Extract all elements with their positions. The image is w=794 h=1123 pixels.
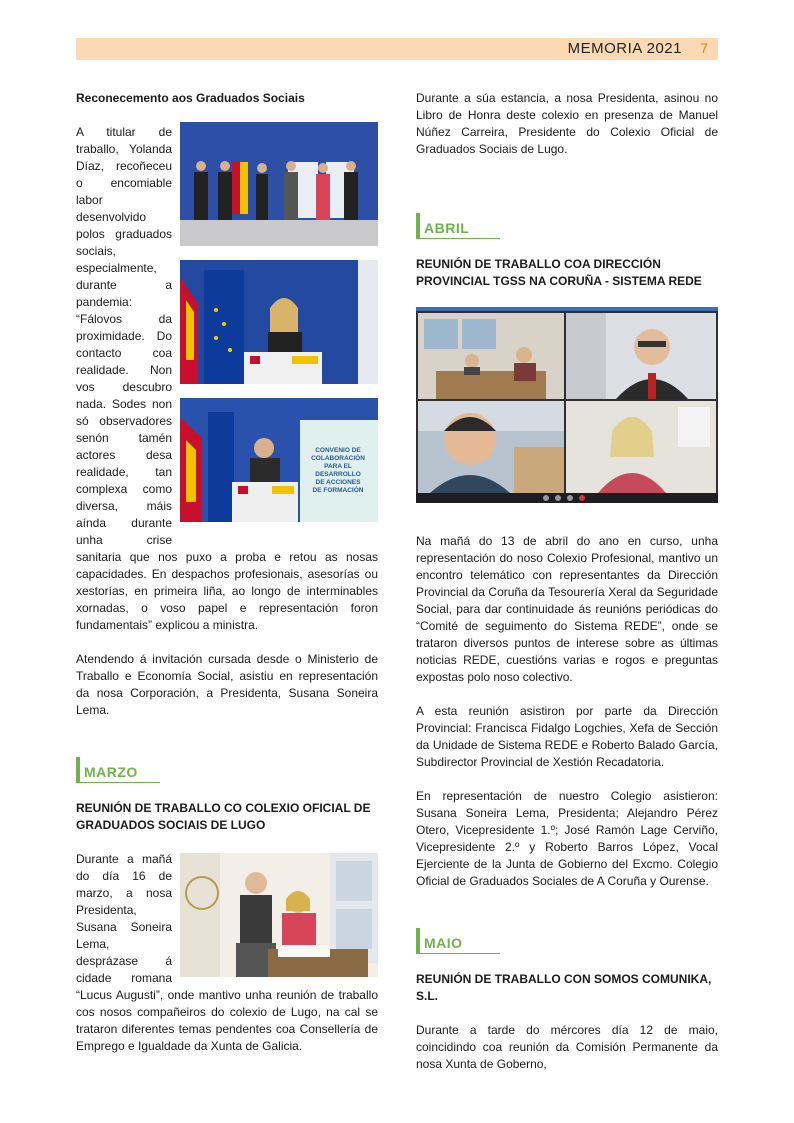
tgss-paragraph-1: Na mañá do 13 de abril do ano en curso, unha representación do noso Colexio Profesional, mantivo un encontro telemático con representantes da Dirección Provincial da Coruña da Tesourería Xeral da Seguridade Social, para dar continuidade ás reunións periódicas do “Comité de seguimento do Sistema REDE”, onde se trataron diversos puntos de interese sobre as últimas noticias REDE, cuestións varias e rogos e preguntas expostas polo noso colectivo. <box>416 534 718 684</box>
section-title-tgss: REUNIÓN DE TRABALLO COA DIRECCIÓN PROVINCIAL TGSS NA CORUÑA - SISTEMA REDE <box>416 257 702 288</box>
photo-minister-podium <box>180 260 378 384</box>
lugo-paragraph-2: Durante a súa estancia, a nosa Presidenta, asinou no Libro de Honra deste colexio en presenza de Manuel Núñez Carreira, Presidente do Colexio Oficial de Graduados Sociais de Lugo. <box>416 91 718 156</box>
month-heading-abril <box>416 209 718 239</box>
comunika-paragraph-1: Durante a tarde do mércores día 12 de maio, coincidindo coa reunión da Comisión Permanente da nosa Xunta de Goberno, <box>416 1023 718 1071</box>
left-column <box>76 90 378 1055</box>
month-label-marzo: MARZO <box>80 762 160 783</box>
photo-convenio-signing <box>180 398 378 522</box>
convenio-sign-text-6: DE FORMACIÓN <box>312 487 364 494</box>
section-title-comunika: REUNIÓN DE TRABALLO CON SOMOS COMUNIKA, S.L. <box>416 972 712 1003</box>
page-header <box>76 38 718 60</box>
month-heading-marzo <box>76 753 378 783</box>
tgss-paragraph-3: En representación de nuestro Colegio asistieron: Susana Soneira Lema, Presidenta; Alejandro Pérez Otero, Vicepresidente 1.º; José Ramón Lage Cerviño, Vicepresidente 2.º y Roberto Barros López, Vocal Ejerciente de la Junta de Gobierno del Excmo. Colegio Oficial de Graduados Sociales de A Coruña y Ourense. <box>416 789 718 888</box>
convenio-sign-text: CONVENIO DE <box>315 447 361 454</box>
reconecemento-paragraph-2: Atendendo á invitación cursada desde o Ministerio de Traballo e Economía Social, asistiu en representación da nosa Corporación, a Presidenta, Susana Soneira Lema. <box>76 652 378 717</box>
page-number: 7 <box>700 40 708 56</box>
photo-video-conference <box>416 307 718 503</box>
month-label-maio: MAIO <box>420 933 500 954</box>
photo-lugo-meeting <box>180 853 378 977</box>
convenio-sign-text-3: PARA EL <box>324 463 352 470</box>
section-title-lugo: REUNIÓN DE TRABALLO CO COLEXIO OFICIAL DE GRADUADOS SOCIAIS DE LUGO <box>76 801 371 832</box>
photo-stack <box>180 122 378 536</box>
convenio-sign-text-4: DESARROLLO <box>315 471 361 478</box>
convenio-sign-text-5: DE ACCIONES <box>315 479 361 486</box>
tgss-paragraph-2: A esta reunión asistiron por parte da Dirección Provincial: Francisca Fidalgo Logchies, Xefa de Sección da Unidade de Sistema REDE e Roberto Balado García, Subdirector Provincial de Xestión Recadatoria. <box>416 704 718 769</box>
month-label-abril: ABRIL <box>420 218 500 239</box>
header-title: MEMORIA 2021 <box>567 40 682 57</box>
photo-group-stage <box>180 122 378 246</box>
right-column <box>416 90 718 1073</box>
reconecemento-paragraph-1: A titular de traballo, Yolanda Díaz, recoñeceu o encomiable labor desenvolvido polos graduados sociais, especialmente, durante a pandemia: “Fálovos da proximidade. Do contacto coa realidade. Non vos descubro nada. Sodes non só observadores senón tamén actores desa realidade, tan complexa como diversa, máis aínda durante unha crise sanitaria que nos puxo a proba e retou as nosas capacidades. En despachos profesionais, asesorías ou xestorías, en primeira liña, ao longo de interminables xornadas, o voso papel e representación foron fundamentais” explicou a ministra. <box>76 125 378 632</box>
month-heading-maio <box>416 924 718 954</box>
section-title-reconecemento: Reconecemento aos Graduados Sociais <box>76 91 305 105</box>
convenio-sign-text-2: COLABORACIÓN <box>311 455 365 462</box>
lugo-paragraph-1: Durante a mañá do día 16 de marzo, a nosa Presidenta, Susana Soneira Lema, desprázase á cidade romana “Lucus Augusti”, onde mantivo unha reunión de traballo cos nosos compañeiros do colexio de Lugo, na cal se trataron diferentes temas pendentes coa Consellería de Emprego e Igualdade da Xunta de Galicia. <box>76 852 378 1053</box>
